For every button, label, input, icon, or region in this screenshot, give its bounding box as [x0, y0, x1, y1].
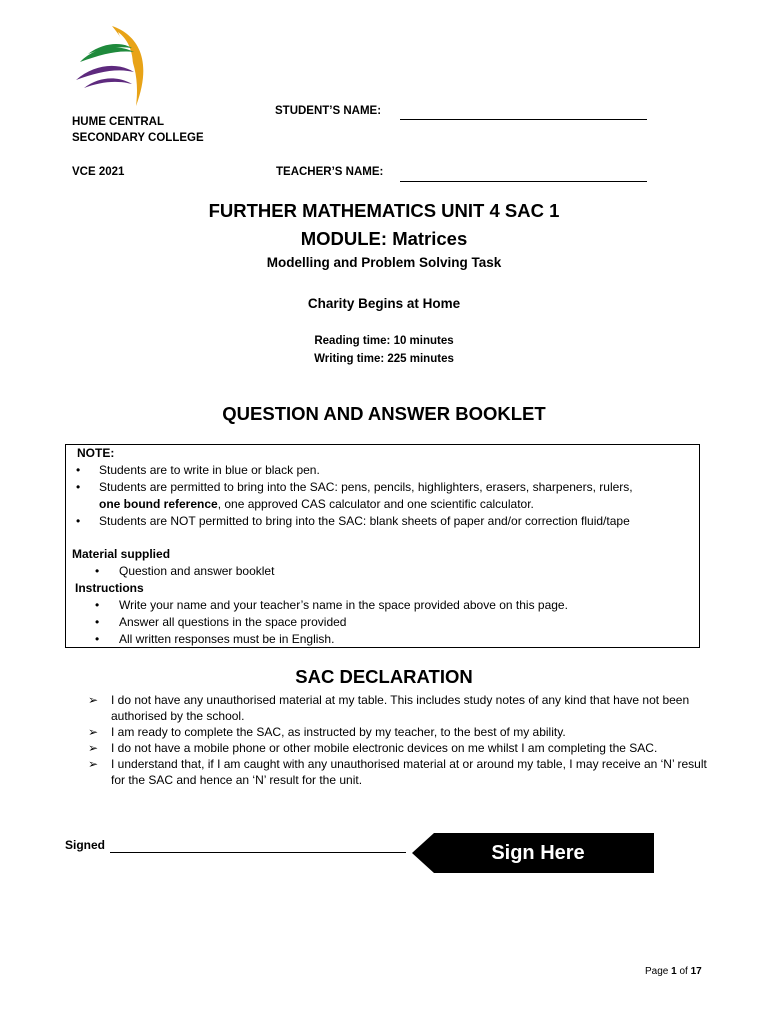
instructions-heading: Instructions: [75, 581, 144, 595]
note-heading: NOTE:: [77, 446, 115, 460]
calculator-text: , one approved CAS calculator and one scientific calculator.: [217, 497, 534, 511]
page-word: Page: [645, 966, 669, 977]
writing-time: Writing time: 225 minutes: [314, 353, 454, 365]
school-name-line2: SECONDARY COLLEGE: [72, 132, 204, 144]
task-name: Charity Begins at Home: [307, 296, 461, 311]
note-item-not-permitted: Students are NOT permitted to bring into the SAC: blank sheets of paper and/or correction fluid/tape: [99, 514, 630, 528]
declaration-text: I do not have a mobile phone or other mobile electronic devices on me whilst I am completing the SAC.: [111, 741, 658, 755]
student-name-field[interactable]: [400, 119, 647, 120]
subject-title: FURTHER MATHEMATICS UNIT 4 SAC 1: [208, 200, 560, 221]
reading-time: Reading time: 10 minutes: [314, 335, 454, 347]
declaration-text: I do not have any unauthorised material at my table. This includes study notes of any kind that have not been authorised by the school.: [111, 693, 690, 723]
bullet-icon: •: [95, 564, 100, 578]
arrow-bullet-icon: ➢: [88, 757, 99, 771]
page-current: 1: [671, 966, 677, 977]
note-item-pen: Students are to write in blue or black pen.: [99, 463, 320, 477]
task-type: Modelling and Problem Solving Task: [266, 255, 502, 270]
page-total: 17: [690, 966, 702, 977]
school-name: [72, 114, 204, 146]
signed-label: Signed: [65, 838, 106, 852]
teacher-name-label: TEACHER’S NAME:: [276, 166, 384, 178]
declaration-title: SAC DECLARATION: [295, 666, 473, 687]
declaration-item: [88, 692, 708, 724]
bullet-icon: •: [76, 463, 81, 477]
signature-field[interactable]: [110, 852, 406, 853]
material-heading: Material supplied: [72, 547, 171, 561]
school-name-line1: HUME CENTRAL: [72, 116, 164, 128]
booklet-title: QUESTION AND ANSWER BOOKLET: [222, 403, 546, 424]
bullet-icon: •: [95, 615, 100, 629]
bound-reference-text: one bound reference: [99, 497, 218, 511]
note-box: [65, 444, 700, 648]
declaration-list: [88, 692, 708, 788]
arrow-bullet-icon: ➢: [88, 725, 99, 739]
sign-here-text: Sign Here: [491, 842, 585, 864]
arrow-bullet-icon: ➢: [88, 693, 99, 707]
page-of: of: [679, 966, 688, 977]
material-item: Question and answer booklet: [119, 564, 275, 578]
instruction-item-name: Write your name and your teacher’s name in the space provided above on this page.: [119, 598, 568, 612]
declaration-text: I am ready to complete the SAC, as instructed by my teacher, to the best of my ability.: [111, 725, 566, 739]
student-name-label: STUDENT’S NAME:: [275, 105, 382, 117]
school-logo: [74, 24, 156, 110]
sign-here-banner: [412, 833, 654, 873]
instruction-item-answer: Answer all questions in the space provided: [119, 615, 347, 629]
arrow-bullet-icon: ➢: [88, 741, 99, 755]
page-footer: [645, 966, 702, 977]
year-label: VCE 2021: [72, 166, 125, 178]
instruction-item-english: All written responses must be in English.: [119, 632, 335, 646]
declaration-item: [88, 724, 708, 740]
bullet-icon: •: [95, 598, 100, 612]
declaration-text: I understand that, if I am caught with any unauthorised material at or around my table, I may receive an ‘N’ result for the SAC and hence an ‘N’ result for the unit.: [111, 757, 707, 787]
bullet-icon: •: [76, 480, 81, 494]
note-item-permitted-cont: [99, 496, 534, 513]
note-item-permitted: Students are permitted to bring into the SAC: pens, pencils, highlighters, erasers, sharpeners, rulers,: [99, 480, 633, 494]
declaration-item: [88, 740, 708, 756]
bullet-icon: •: [76, 514, 81, 528]
bullet-icon: •: [95, 632, 100, 646]
declaration-item: [88, 756, 708, 788]
teacher-name-field[interactable]: [400, 181, 647, 182]
module-title: MODULE: Matrices: [300, 228, 468, 249]
